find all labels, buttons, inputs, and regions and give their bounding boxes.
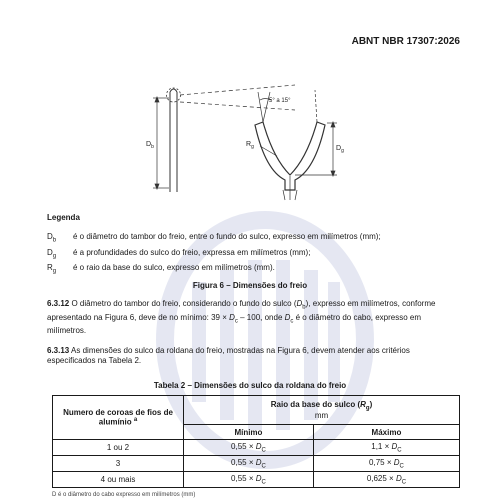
- table-row: [53, 456, 460, 472]
- row-min: $0,55 \times D_C$: [184, 440, 314, 456]
- table-row: [53, 440, 460, 456]
- brake-dimensions-figure: [145, 80, 365, 205]
- paragraph-6-3-12: 6.3.12 O diâmetro do tambor do freio, considerando o fundo do sulco $(D_b)$, expresso em milímetros, conforme apresentado na Figura 6, deve de no mínimo: $39 \times D_c - 100$, onde $D_c$ é o diâmetro do cabo, expresso em milímetros.: [47, 299, 436, 336]
- angle-dimension: [258, 90, 317, 122]
- row-label: 4 ou mais: [53, 472, 184, 488]
- db-label: $D_b$: [146, 141, 154, 150]
- dg-label: $D_g$: [336, 145, 344, 154]
- angle-label: 5° a 15°: [269, 98, 291, 104]
- legend-text: é o raio da base do sulco, expresso em milímetros (mm).: [73, 263, 275, 272]
- paragraph-6-3-13: 6.3.13 As dimensões do sulco da roldana do freio, mostradas na Figura 6, devem atender aos critérios especificados na Tabela 2.: [47, 346, 410, 365]
- legend-item-dg: [47, 248, 310, 260]
- db-dimension-line: [153, 97, 169, 189]
- row-max: $0,75 \times D_C$: [313, 456, 459, 472]
- col-header-max: Máximo: [313, 425, 459, 440]
- table-footnote: D é o diâmetro do cabo expresso em milímetros (mm): [52, 492, 196, 498]
- rg-label: $R_g$: [246, 141, 254, 150]
- dg-dimension-line: [295, 122, 337, 176]
- col-header-min: Mínimo: [184, 425, 314, 440]
- legend-item-db: [47, 232, 381, 244]
- row-label: 1 ou 2: [53, 440, 184, 456]
- legend-symbol: $D_b$: [47, 232, 57, 244]
- row-min: $0,55 \times D_C$: [184, 456, 314, 472]
- legend-text: é o diâmetro do tambor do freio, entre o fundo do sulco, expresso em milímetros (mm);: [73, 232, 381, 241]
- figure-caption: Figura 6 – Dimensões do freio: [192, 281, 308, 290]
- legend-title: Legenda: [47, 213, 80, 222]
- legend-symbol: $D_g$: [47, 248, 57, 260]
- groove-profile-drawing: [255, 122, 325, 200]
- row-max: $1,1 \times D_C$: [313, 440, 459, 456]
- col-header-crowns: Numero de coroas de fios de alumínio $^a$: [53, 396, 184, 440]
- table-row: [53, 472, 460, 488]
- table-title: Tabela 2 – Dimensões do sulco da roldana do freio: [153, 381, 347, 390]
- legend-item-rg: [47, 263, 275, 275]
- row-label: 3: [53, 456, 184, 472]
- legend-symbol: $R_g$: [47, 263, 57, 275]
- row-max: $0,625 \times D_C$: [313, 472, 459, 488]
- standard-header: ABNT NBR 17307:2026: [351, 36, 460, 47]
- row-min: $0,55 \times D_C$: [184, 472, 314, 488]
- legend-text: é a profundidades do sulco do freio, expressa em milímetros (mm);: [73, 248, 311, 257]
- col-header-radius: Raio da base do sulco $(R_g)$ mm: [184, 396, 460, 425]
- groove-dimensions-table: [52, 395, 460, 488]
